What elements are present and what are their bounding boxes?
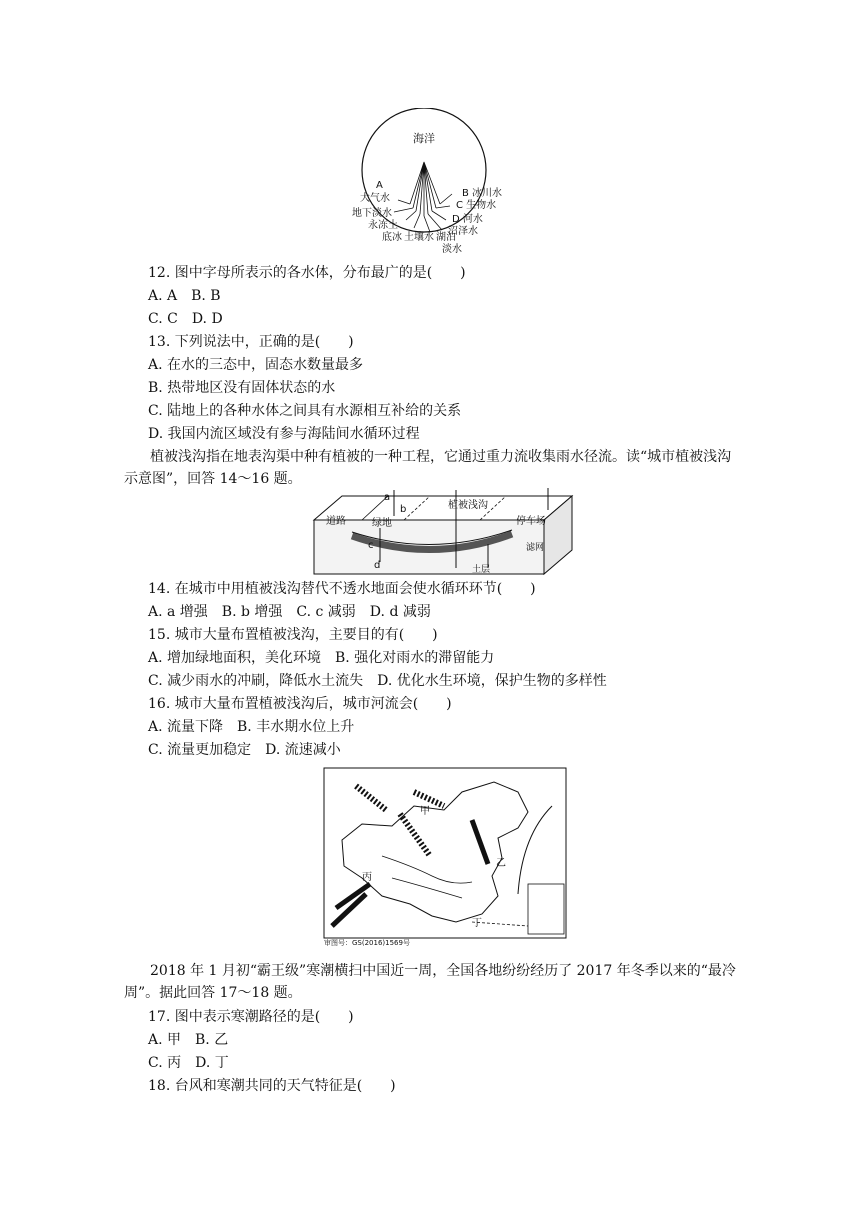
intro-14-16: 植被浅沟指在地表沟渠中种有植被的一种工程，它通过重力流收集雨水径流。读“城市植被浅沟示意图”，回答 14～16 题。	[124, 449, 732, 487]
label-c-biological: C 生物水	[456, 200, 497, 211]
q13-option-b: B. 热带地区没有固体状态的水	[148, 380, 336, 396]
intro-17-18: 2018 年 1 月初“霸王级”寒潮横扫中国近一周，全国各地纷纷经历了 2017 年冬季以来的“最冷周”。据此回答 17～18 题。	[124, 963, 736, 1001]
label-swale-a: a	[384, 492, 391, 503]
label-atmosphere-water: 大气水	[360, 193, 390, 204]
q16-stem: 16. 城市大量布置植被浅沟后，城市河流会( )	[148, 696, 452, 712]
label-d-river: D 河水	[452, 214, 483, 225]
q15-stem: 15. 城市大量布置植被浅沟，主要目的有( )	[148, 627, 438, 643]
q13-option-a: A. 在水的三态中，固态水数量最多	[148, 357, 364, 373]
q14-options: A. a 增强 B. b 增强 C. c 减弱 D. d 减弱	[148, 604, 431, 620]
q17-options-2: C. 丙 D. 丁	[148, 1055, 229, 1071]
label-soil-layer: 土层	[472, 565, 491, 575]
q16-options-2: C. 流量更加稳定 D. 流速减小	[148, 742, 341, 758]
q16-options-1: A. 流量下降 B. 丰水期水位上升	[148, 719, 355, 735]
label-jia: 甲	[420, 806, 430, 817]
label-yi: 乙	[496, 858, 506, 869]
q13-stem: 13. 下列说法中，正确的是( )	[148, 334, 354, 350]
label-soil-water: 土壤水	[404, 232, 434, 243]
china-map-figure	[322, 766, 568, 946]
q18-stem: 18. 台风和寒潮共同的天气特征是( )	[148, 1078, 396, 1094]
label-bottom-ice: 底冰	[382, 232, 402, 243]
label-swale-b: b	[400, 504, 407, 515]
water-distribution-figure	[350, 108, 550, 258]
label-ding: 丁	[472, 918, 482, 929]
q13-option-c: C. 陆地上的各种水体之间具有水源相互补给的关系	[148, 403, 462, 419]
label-swamp: 沼泽水	[448, 226, 478, 237]
label-groundwater: 地下淡水	[352, 208, 392, 219]
label-swale-d: d	[374, 560, 381, 571]
q14-stem: 14. 在城市中用植被浅沟替代不透水地面会使水循环环节( )	[148, 581, 536, 597]
label-bing: 丙	[362, 872, 372, 883]
q12-stem: 12. 图中字母所表示的各水体，分布最广的是( )	[148, 265, 466, 281]
q17-stem: 17. 图中表示寒潮路径的是( )	[148, 1009, 354, 1025]
q17-options-1: A. 甲 B. 乙	[148, 1032, 229, 1048]
q15-options-1: A. 增加绿地面积，美化环境 B. 强化对雨水的滞留能力	[148, 650, 495, 666]
label-lake: 湖泊	[436, 232, 456, 243]
ocean-label: 海洋	[413, 132, 435, 145]
q12-options-1: A. A B. B	[148, 288, 221, 304]
label-filter: 滤网	[526, 543, 545, 553]
label-a: A	[376, 180, 383, 191]
label-road: 道路	[326, 516, 346, 527]
label-permafrost: 永冻土	[368, 220, 398, 231]
q15-options-2: C. 减少雨水的冲刷，降低水土流失 D. 优化水生环境，保护生物的多样性	[148, 673, 607, 689]
label-swale: 植被浅沟	[448, 500, 488, 511]
label-freshwater: 淡水	[442, 244, 462, 255]
label-greenland: 绿地	[372, 518, 392, 529]
map-review-number: 审图号：GS(2016)1569号	[324, 939, 410, 946]
swale-figure	[312, 488, 574, 578]
q12-options-2: C. C D. D	[148, 311, 223, 327]
q13-option-d: D. 我国内流区域没有参与海陆间水循环过程	[148, 426, 420, 442]
label-parking: 停车场	[516, 516, 546, 527]
label-b-glacier: B 冰川水	[462, 188, 503, 199]
label-swale-c: c	[368, 540, 374, 551]
